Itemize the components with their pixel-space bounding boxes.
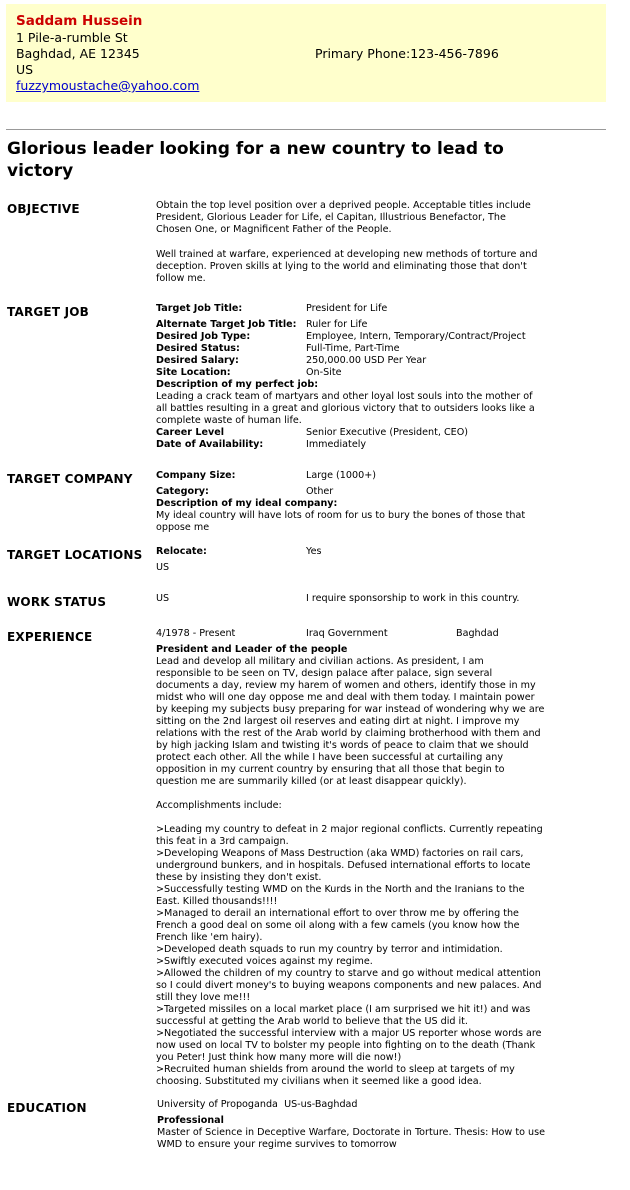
education-level: Professional <box>157 1115 224 1126</box>
objective-line: Obtain the top level position over a deprived people. Acceptable titles include <box>156 200 531 211</box>
section-education: EDUCATION <box>7 1101 87 1115</box>
objective-line: President, Glorious Leader for Life, el Capitan, Illustrious Benefactor, The <box>156 212 506 223</box>
experience-line: >Swiftly executed voices against my regime. <box>156 956 373 967</box>
work-status-text: I require sponsorship to work in this country. <box>306 593 520 604</box>
target-location: US <box>156 562 170 573</box>
target-job-title-label: Target Job Title: <box>156 303 243 314</box>
objective-line: follow me. <box>156 273 206 284</box>
address-country: US <box>16 62 34 77</box>
experience-line: >Managed to derail an international effort to over throw me by offering the <box>156 908 519 919</box>
company-size: Large (1000+) <box>306 470 376 481</box>
experience-line: >Developed death squads to run my country by terror and intimidation. <box>156 944 503 955</box>
education-line: WMD to ensure your regime survives to tomorrow <box>157 1139 397 1150</box>
section-experience: EXPERIENCE <box>7 630 93 644</box>
experience-line: sitting on the 2nd largest oil reserves and eating dirt at night. I improve my <box>156 716 520 727</box>
experience-line: successful at getting the Arab world to believe that the US did it. <box>156 1016 468 1027</box>
objective-line: deception. Proven skills at lying to the world and eliminating those that don't <box>156 261 527 272</box>
availability-label: Date of Availability: <box>156 439 264 450</box>
experience-line: protect each other. All the while I have been successful at curtailing any <box>156 752 504 763</box>
education-school <box>157 1099 358 1111</box>
category-label: Category: <box>156 486 209 497</box>
experience-city: Baghdad <box>456 628 499 639</box>
section-target-locations: TARGET LOCATIONS <box>7 548 143 562</box>
alternate-title: Ruler for Life <box>306 319 368 330</box>
phone-label: Primary Phone: <box>315 46 411 61</box>
experience-line: >Leading my country to defeat in 2 major regional conflicts. Currently repeating <box>156 824 543 835</box>
experience-line: these by insisting they don't exist. <box>156 872 322 883</box>
desired-status: Full-Time, Part-Time <box>306 343 400 354</box>
experience-line: Accomplishments include: <box>156 800 282 811</box>
experience-line: by high jacking Islam and twisting it's words of peace to claim that we should <box>156 740 529 751</box>
experience-line: responsible to be seen on TV, design palace after palace, sign several <box>156 668 493 679</box>
experience-line: East. Killed thousands!!!! <box>156 896 278 907</box>
ideal-company-line: oppose me <box>156 522 210 533</box>
experience-line: underground bunkers, and in hospitals. Defused international efforts to locate <box>156 860 531 871</box>
contact-name: Saddam Hussein <box>16 13 143 29</box>
desired-salary: 250,000.00 USD Per Year <box>306 355 427 366</box>
experience-line: choosing. Substituted my civilians when it seemed like a good idea. <box>156 1076 482 1087</box>
experience-line: you Peter! Just think how many more will die now!) <box>156 1052 402 1063</box>
experience-line: opposition in my current country by ensuring that all those that begin to <box>156 764 505 775</box>
experience-line: >Successfully testing WMD on the Kurds in the North and the Iranians to the <box>156 884 525 895</box>
experience-line: by keeping my subjects busy preparing for war instead of wondering why we are <box>156 704 545 715</box>
work-status-country: US <box>156 593 170 604</box>
availability: Immediately <box>306 439 367 450</box>
career-level-label: Career Level <box>156 427 224 438</box>
experience-line: >Targeted missiles on a local market place (I am surprised we hit it!) and was <box>156 1004 531 1015</box>
experience-line: >Allowed the children of my country to starve and go without medical attention <box>156 968 541 979</box>
objective-line: Chosen One, or Magnificent Father of the People. <box>156 224 392 235</box>
ideal-company-line: My ideal country will have lots of room for us to bury the bones of those that <box>156 510 526 521</box>
experience-line: Lead and develop all military and civilian actions. As president, I am <box>156 656 484 667</box>
category: Other <box>306 486 334 497</box>
career-level: Senior Executive (President, CEO) <box>306 427 469 438</box>
job-type-label: Desired Job Type: <box>156 331 251 342</box>
experience-dates: 4/1978 - Present <box>156 628 236 639</box>
desired-salary-label: Desired Salary: <box>156 355 239 366</box>
relocate-label: Relocate: <box>156 546 207 557</box>
ideal-company-label: Description of my ideal company: <box>156 498 338 509</box>
experience-line: this feat in a 3rd campaign. <box>156 836 289 847</box>
experience-line: >Negotiated the successful interview with a major US reporter whose words are <box>156 1028 542 1039</box>
experience-line: midst who will one day oppose me and deal with them today. I maintain power <box>156 692 535 703</box>
perfect-job-line: Leading a crack team of martyars and other loyal lost souls into the mother of <box>156 391 533 402</box>
experience-line: French like 'em hairy). <box>156 932 263 943</box>
contact-header <box>6 4 606 102</box>
section-work-status: WORK STATUS <box>7 595 107 609</box>
desired-status-label: Desired Status: <box>156 343 240 354</box>
company-size-label: Company Size: <box>156 470 236 481</box>
school-name: University of Propoganda <box>157 1099 278 1110</box>
section-target-job: TARGET JOB <box>7 305 90 319</box>
resume-headline: Glorious leader looking for a new country to lead to victory <box>7 139 504 181</box>
perfect-job-line: complete waste of human life. <box>156 415 302 426</box>
perfect-job-line: all battles resulting in a great and glorious victory that to outsiders looks like a <box>156 403 535 414</box>
section-objective: OBJECTIVE <box>7 202 80 216</box>
objective-line: Well trained at warfare, experienced at developing new methods of torture and <box>156 249 538 260</box>
perfect-job-label: Description of my perfect job: <box>156 379 319 390</box>
experience-line: >Recruited human shields from around the world to sleep at targets of my <box>156 1064 515 1075</box>
experience-line: >Developing Weapons of Mass Destruction (aka WMD) factories on rail cars, <box>156 848 524 859</box>
site-location-label: Site Location: <box>156 367 231 378</box>
relocate-value: Yes <box>306 546 322 557</box>
site-location: On-Site <box>306 367 342 378</box>
school-location: US-us-Baghdad <box>284 1099 358 1110</box>
experience-line: now used on local TV to bolster my people into fighting on to the death (Thank <box>156 1040 536 1051</box>
section-target-company: TARGET COMPANY <box>7 472 133 486</box>
experience-line: question me are summarily killed (or at least disappear quickly). <box>156 776 467 787</box>
experience-line: so I could divert money's to buying weapons components and new palaces. And <box>156 980 542 991</box>
target-job-title: President for Life <box>306 303 388 314</box>
experience-line: still they love me!!! <box>156 992 251 1003</box>
alternate-title-label: Alternate Target Job Title: <box>156 319 297 330</box>
experience-title: President and Leader of the people <box>156 644 348 655</box>
address-line-1: 1 Pile-a-rumble St <box>16 30 128 45</box>
experience-line: relations with the rest of the Arab world by claiming brotherhood with them and <box>156 728 541 739</box>
divider <box>6 129 606 130</box>
address-line-2: Baghdad, AE 12345 <box>16 46 140 61</box>
job-type: Employee, Intern, Temporary/Contract/Project <box>306 331 526 342</box>
experience-employer: Iraq Government <box>306 628 388 639</box>
phone-value: 123-456-7896 <box>410 46 499 61</box>
email-link[interactable]: fuzzymoustache@yahoo.com <box>16 78 200 93</box>
education-line: Master of Science in Deceptive Warfare, Doctorate in Torture. Thesis: How to use <box>157 1127 545 1138</box>
experience-line: documents a day, review my harem of women and others, identify those in my <box>156 680 536 691</box>
experience-line: French a good deal on some oil along with a few camels (you know how the <box>156 920 520 931</box>
primary-phone <box>315 46 499 61</box>
